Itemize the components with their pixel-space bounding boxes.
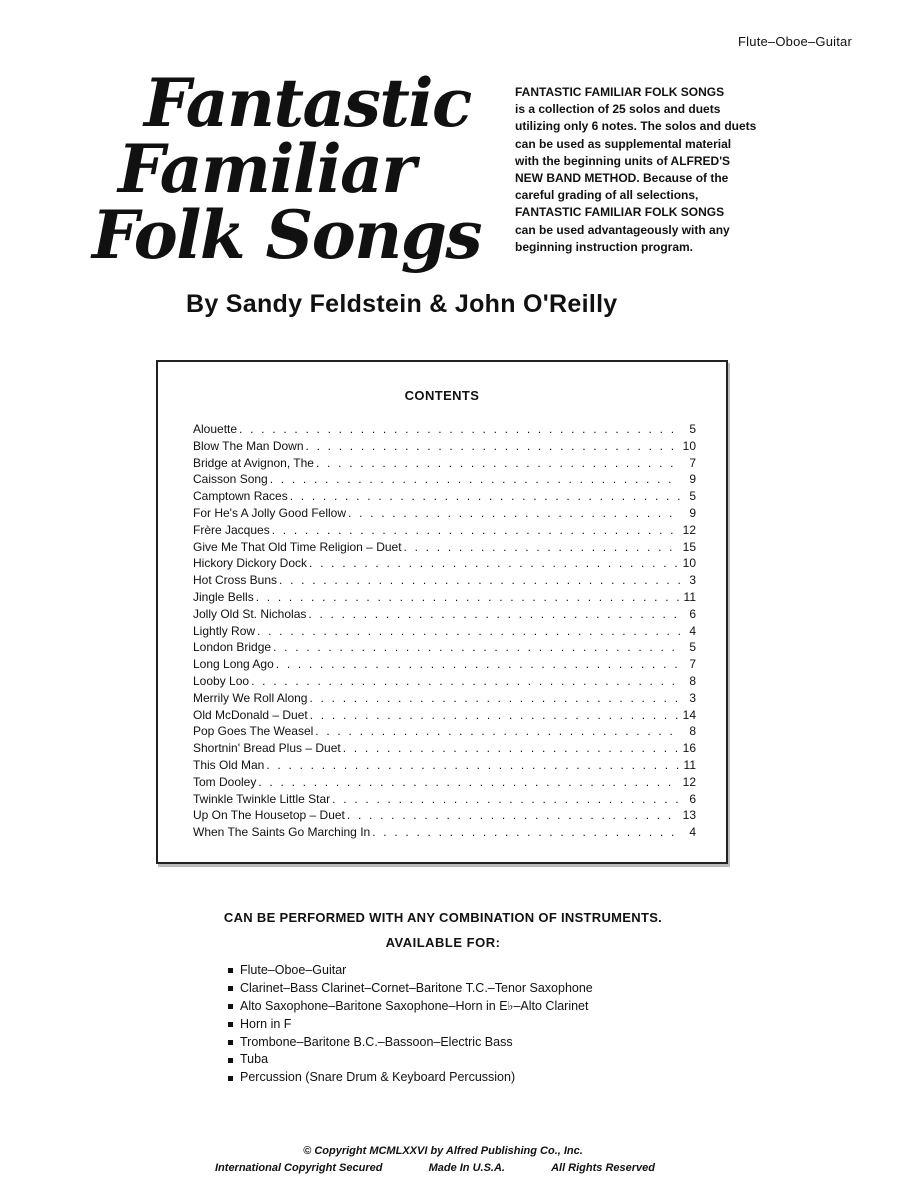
blurb-line: with the beginning units of ALFRED'S <box>515 153 731 168</box>
instrument-edition-label: Flute–Oboe–Guitar <box>738 34 852 49</box>
entry-title: Old McDonald – Duet <box>193 707 308 722</box>
dot-leader <box>273 639 680 656</box>
entry-title: Caisson Song <box>193 472 268 487</box>
contents-entry <box>193 505 696 522</box>
instrument-list <box>228 962 748 1087</box>
made-in-usa: Made In U.S.A. <box>428 1162 505 1174</box>
contents-entry <box>193 791 696 808</box>
blurb-line: can be used as supplemental material <box>515 136 732 151</box>
dot-leader <box>272 522 680 539</box>
instrument-item <box>228 1034 748 1052</box>
available-for-heading: AVAILABLE FOR: <box>385 935 501 950</box>
authors-byline: By Sandy Feldstein & John O'Reilly <box>186 290 618 318</box>
instrument-label: Percussion (Snare Drum & Keyboard Percussion) <box>240 1070 516 1085</box>
entry-page-number: 15 <box>682 539 696 554</box>
bullet-icon <box>228 1022 233 1027</box>
bullet-icon <box>228 986 233 991</box>
contents-entry <box>193 572 696 589</box>
entry-title: Tom Dooley <box>193 774 257 789</box>
dot-leader <box>251 673 680 690</box>
entry-title: Up On The Housetop – Duet <box>193 808 345 823</box>
entry-page-number: 11 <box>683 757 696 772</box>
bullet-icon <box>228 1040 233 1045</box>
entry-page-number: 7 <box>689 455 696 470</box>
dot-leader <box>308 606 680 623</box>
dot-leader <box>276 656 680 673</box>
entry-title: Hickory Dickory Dock <box>193 556 308 571</box>
instrument-item <box>228 980 748 998</box>
dot-leader <box>347 807 680 824</box>
instrument-label: Horn in F <box>240 1016 292 1031</box>
international-copyright: International Copyright Secured <box>215 1162 383 1174</box>
contents-heading: CONTENTS <box>404 388 480 403</box>
entry-title: Jingle Bells <box>193 589 254 604</box>
blurb-line: FANTASTIC FAMILIAR FOLK SONGS <box>515 85 725 99</box>
title-line-3: Folk Songs <box>92 196 482 274</box>
contents-entry <box>193 807 696 824</box>
blurb-line: beginning instruction program. <box>515 239 693 254</box>
contents-entry <box>193 589 696 606</box>
contents-entry <box>193 656 696 673</box>
instrument-item <box>228 962 748 980</box>
entry-page-number: 6 <box>689 791 696 806</box>
contents-list <box>193 421 696 841</box>
contents-entry <box>193 606 696 623</box>
blurb-line: utilizing only 6 notes. The solos and duets <box>515 119 757 134</box>
instrument-label: Trombone–Baritone B.C.–Bassoon–Electric Bass <box>240 1034 513 1049</box>
entry-title: Bridge at Avignon, The <box>193 455 314 470</box>
contents-entry <box>193 522 696 539</box>
entry-page-number: 16 <box>682 741 696 756</box>
dot-leader <box>309 690 680 707</box>
entry-page-number: 13 <box>682 808 696 823</box>
instrument-label: Alto Saxophone–Baritone Saxophone–Horn in E♭–Alto Clarinet <box>240 998 589 1013</box>
entry-title: Camptown Races <box>193 489 288 504</box>
entry-title: Twinkle Twinkle Little Star <box>193 791 331 806</box>
contents-entry <box>193 639 696 656</box>
dot-leader <box>256 589 680 606</box>
entry-page-number: 4 <box>689 623 696 638</box>
entry-page-number: 10 <box>682 556 696 571</box>
instrument-label: Clarinet–Bass Clarinet–Cornet–Baritone T.C.–Tenor Saxophone <box>240 980 593 995</box>
entry-title: Hot Cross Buns <box>193 573 278 588</box>
book-title <box>92 64 512 274</box>
entry-page-number: 6 <box>689 606 696 621</box>
contents-entry <box>193 421 696 438</box>
dot-leader <box>316 455 680 472</box>
entry-page-number: 5 <box>689 422 696 436</box>
contents-entry <box>193 723 696 740</box>
instrument-label: Tuba <box>240 1052 269 1067</box>
dot-leader <box>332 791 680 808</box>
contents-entry <box>193 555 696 572</box>
entry-title: Looby Loo <box>193 673 250 688</box>
entry-page-number: 3 <box>689 573 696 588</box>
dot-leader <box>258 774 680 791</box>
contents-entry <box>193 774 696 791</box>
entry-title: Give Me That Old Time Religion – Duet <box>193 539 402 554</box>
dot-leader <box>257 623 680 640</box>
contents-entry <box>193 623 696 640</box>
entry-title: Long Long Ago <box>193 657 274 672</box>
entry-title: Alouette <box>193 422 238 436</box>
contents-entry <box>193 673 696 690</box>
entry-title: When The Saints Go Marching In <box>193 825 371 840</box>
dot-leader <box>348 505 680 522</box>
contents-entry <box>193 539 696 556</box>
dot-leader <box>239 421 680 438</box>
instrument-item <box>228 1016 748 1034</box>
entry-page-number: 9 <box>689 505 696 520</box>
dot-leader <box>266 757 680 774</box>
entry-title: Merrily We Roll Along <box>193 690 308 705</box>
entry-title: London Bridge <box>193 640 272 655</box>
entry-page-number: 12 <box>682 522 696 537</box>
contents-entry <box>193 438 696 455</box>
instrument-item <box>228 998 748 1016</box>
contents-entry <box>193 757 696 774</box>
contents-box <box>156 360 728 864</box>
entry-page-number: 9 <box>689 472 696 487</box>
entry-page-number: 4 <box>689 825 696 840</box>
title-line-1: Fantastic <box>144 64 471 142</box>
title-line-2: Familiar <box>118 130 415 208</box>
dot-leader <box>372 824 680 841</box>
dot-leader <box>309 555 680 572</box>
entry-page-number: 11 <box>683 589 696 604</box>
bullet-icon <box>228 1076 233 1081</box>
bullet-icon <box>228 1004 233 1009</box>
dot-leader <box>310 707 680 724</box>
contents-entry <box>193 488 696 505</box>
copyright-line: © Copyright MCMLXXVI by Alfred Publishing Co., Inc. <box>303 1145 583 1157</box>
blurb-line: FANTASTIC FAMILIAR FOLK SONGS <box>515 205 725 220</box>
blurb-line: can be used advantageously with any <box>515 222 730 237</box>
instrument-item <box>228 1069 748 1087</box>
entry-title: Frère Jacques <box>193 522 270 537</box>
contents-entry <box>193 824 696 841</box>
dot-leader <box>306 438 681 455</box>
blurb-line: is a collection of 25 solos and duets <box>515 102 721 117</box>
entry-page-number: 5 <box>689 640 696 655</box>
blurb-line: NEW BAND METHOD. Because of the <box>515 171 729 186</box>
contents-entry <box>193 471 696 488</box>
entry-page-number: 8 <box>689 724 696 739</box>
contents-entry <box>193 707 696 724</box>
combination-note: CAN BE PERFORMED WITH ANY COMBINATION OF INSTRUMENTS. <box>223 910 663 925</box>
instrument-label: Flute–Oboe–Guitar <box>240 963 347 977</box>
dot-leader <box>404 539 680 556</box>
dot-leader <box>315 723 680 740</box>
entry-page-number: 7 <box>689 657 696 672</box>
contents-entry <box>193 690 696 707</box>
entry-title: Lightly Row <box>193 623 256 638</box>
contents-entry <box>193 740 696 757</box>
entry-title: Jolly Old St. Nicholas <box>193 606 307 621</box>
entry-page-number: 10 <box>682 438 696 453</box>
entry-page-number: 5 <box>689 489 696 504</box>
instrument-item <box>228 1051 748 1069</box>
entry-page-number: 8 <box>689 673 696 688</box>
blurb-line: careful grading of all selections, <box>515 188 699 203</box>
entry-page-number: 3 <box>689 690 696 705</box>
contents-entry <box>193 455 696 472</box>
dot-leader <box>270 471 680 488</box>
bullet-icon <box>228 968 233 973</box>
all-rights-reserved: All Rights Reserved <box>551 1162 655 1174</box>
rights-line <box>215 1162 655 1174</box>
dot-leader <box>343 740 680 757</box>
description-blurb <box>515 84 805 256</box>
entry-title: For He's A Jolly Good Fellow <box>193 505 347 520</box>
entry-title: Blow The Man Down <box>193 438 304 453</box>
entry-title: Pop Goes The Weasel <box>193 724 314 739</box>
dot-leader <box>290 488 680 505</box>
entry-title: Shortnin' Bread Plus – Duet <box>193 741 341 756</box>
bullet-icon <box>228 1058 233 1063</box>
entry-title: This Old Man <box>193 757 265 772</box>
entry-page-number: 12 <box>682 774 696 789</box>
dot-leader <box>279 572 680 589</box>
entry-page-number: 14 <box>682 707 696 722</box>
